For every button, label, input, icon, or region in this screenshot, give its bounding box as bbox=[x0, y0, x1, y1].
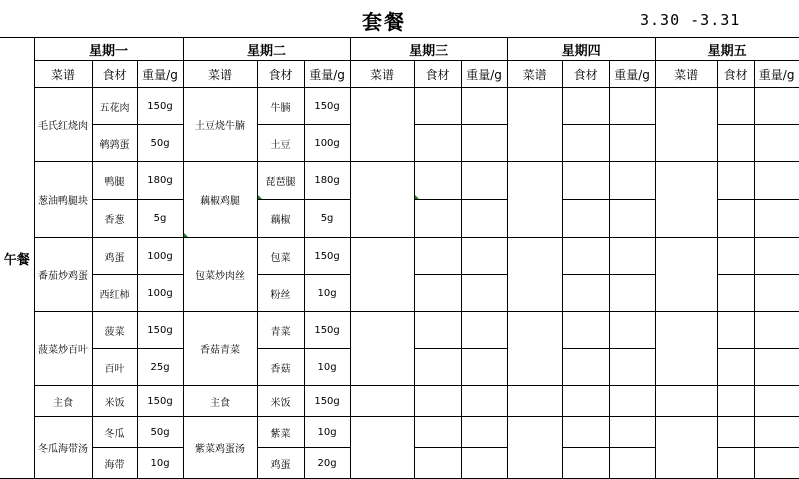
empty-dish-cell bbox=[350, 238, 414, 312]
empty-cell bbox=[414, 275, 461, 312]
weight-cell: 150g bbox=[137, 386, 183, 417]
weight-cell: 10g bbox=[304, 349, 350, 386]
date-range: 3.30 -3.31 bbox=[640, 11, 741, 29]
empty-dish-cell bbox=[507, 88, 562, 162]
empty-cell bbox=[754, 125, 799, 162]
ingredient-cell: 海带 bbox=[92, 448, 137, 479]
empty-cell bbox=[754, 417, 799, 448]
empty-cell bbox=[754, 312, 799, 349]
weight-cell: 180g bbox=[137, 162, 183, 200]
dish-name: 葱油鸭腿块 bbox=[34, 162, 92, 238]
ingredient-cell: 菠菜 bbox=[92, 312, 137, 349]
col-header-weight: 重量/g bbox=[137, 61, 183, 88]
empty-dish-cell bbox=[507, 238, 562, 312]
empty-cell bbox=[754, 162, 799, 200]
dish-name: 主食 bbox=[183, 386, 257, 417]
col-header-weight: 重量/g bbox=[609, 61, 655, 88]
weight-cell: 100g bbox=[137, 238, 183, 275]
empty-cell bbox=[562, 417, 609, 448]
weight-cell: 150g bbox=[304, 238, 350, 275]
day-header-thursday: 星期四 bbox=[507, 38, 655, 61]
ingredient-cell: 青菜 bbox=[257, 312, 304, 349]
empty-dish-cell bbox=[655, 88, 717, 162]
empty-cell bbox=[461, 386, 507, 417]
ingredient-cell: 五花肉 bbox=[92, 88, 137, 125]
title-bar bbox=[0, 0, 799, 38]
empty-cell bbox=[562, 125, 609, 162]
empty-cell bbox=[754, 238, 799, 275]
empty-dish-cell bbox=[350, 88, 414, 162]
weight-cell: 150g bbox=[304, 88, 350, 125]
empty-cell bbox=[562, 200, 609, 238]
ingredient-cell: 鹌鹑蛋 bbox=[92, 125, 137, 162]
col-header-ingredient: 食材 bbox=[717, 61, 754, 88]
empty-cell bbox=[609, 312, 655, 349]
weight-cell: 10g bbox=[304, 417, 350, 448]
dish-name: 紫菜鸡蛋汤 bbox=[183, 417, 257, 479]
col-header-weight: 重量/g bbox=[304, 61, 350, 88]
col-header-ingredient: 食材 bbox=[562, 61, 609, 88]
empty-cell bbox=[754, 386, 799, 417]
empty-cell bbox=[414, 417, 461, 448]
empty-cell bbox=[461, 417, 507, 448]
day-header-monday: 星期一 bbox=[34, 38, 183, 61]
empty-cell bbox=[609, 448, 655, 479]
col-header-dish: 菜谱 bbox=[507, 61, 562, 88]
dish-name: 主食 bbox=[34, 386, 92, 417]
empty-cell bbox=[414, 386, 461, 417]
empty-cell bbox=[414, 312, 461, 349]
ingredient-cell: 米饭 bbox=[92, 386, 137, 417]
weight-cell: 20g bbox=[304, 448, 350, 479]
dish-name: 毛氏红烧肉 bbox=[34, 88, 92, 162]
dish-name: 菠菜炒百叶 bbox=[34, 312, 92, 386]
col-header-weight: 重量/g bbox=[754, 61, 799, 88]
empty-cell bbox=[414, 88, 461, 125]
weight-cell: 50g bbox=[137, 125, 183, 162]
ingredient-cell: 鸡蛋 bbox=[257, 448, 304, 479]
empty-dish-cell bbox=[507, 162, 562, 238]
ingredient-cell: 藕椒 bbox=[257, 200, 304, 238]
empty-cell bbox=[461, 275, 507, 312]
empty-dish-cell bbox=[655, 417, 717, 479]
col-header-ingredient: 食材 bbox=[92, 61, 137, 88]
empty-cell bbox=[717, 417, 754, 448]
empty-cell bbox=[717, 275, 754, 312]
weight-cell: 25g bbox=[137, 349, 183, 386]
empty-cell bbox=[414, 448, 461, 479]
col-header-dish: 菜谱 bbox=[655, 61, 717, 88]
empty-cell bbox=[609, 125, 655, 162]
weight-cell: 50g bbox=[137, 417, 183, 448]
empty-cell bbox=[562, 88, 609, 125]
empty-cell bbox=[717, 448, 754, 479]
table-row bbox=[0, 238, 799, 275]
weight-cell: 150g bbox=[304, 386, 350, 417]
empty-cell bbox=[461, 162, 507, 200]
empty-cell bbox=[507, 386, 562, 417]
empty-cell bbox=[461, 448, 507, 479]
empty-cell bbox=[717, 162, 754, 200]
dish-name: 包菜炒肉丝 bbox=[183, 238, 257, 312]
empty-dish-cell bbox=[655, 162, 717, 238]
empty-cell bbox=[414, 349, 461, 386]
empty-cell bbox=[754, 88, 799, 125]
col-header-ingredient: 食材 bbox=[257, 61, 304, 88]
empty-cell bbox=[414, 238, 461, 275]
dish-name: 香菇青菜 bbox=[183, 312, 257, 386]
col-header-dish: 菜谱 bbox=[350, 61, 414, 88]
weight-cell: 10g bbox=[304, 275, 350, 312]
table-row bbox=[0, 386, 799, 417]
dish-name: 冬瓜海带汤 bbox=[34, 417, 92, 479]
weight-cell: 150g bbox=[304, 312, 350, 349]
empty-cell bbox=[562, 386, 609, 417]
empty-cell bbox=[717, 125, 754, 162]
dish-name: 土豆烧牛腩 bbox=[183, 88, 257, 162]
weight-cell: 100g bbox=[304, 125, 350, 162]
menu-table bbox=[0, 37, 799, 479]
ingredient-cell: 紫菜 bbox=[257, 417, 304, 448]
empty-cell bbox=[609, 88, 655, 125]
empty-dish-cell bbox=[350, 162, 414, 238]
page-title: 套餐 bbox=[362, 10, 406, 34]
day-header-row bbox=[0, 38, 799, 61]
empty-cell bbox=[562, 238, 609, 275]
empty-cell bbox=[461, 88, 507, 125]
ingredient-cell: 粉丝 bbox=[257, 275, 304, 312]
empty-dish-cell bbox=[655, 312, 717, 386]
ingredient-cell: 百叶 bbox=[92, 349, 137, 386]
empty-dish-cell bbox=[507, 417, 562, 479]
empty-dish-cell bbox=[350, 417, 414, 479]
empty-cell bbox=[754, 200, 799, 238]
weight-cell: 100g bbox=[137, 275, 183, 312]
dish-name: 番茄炒鸡蛋 bbox=[34, 238, 92, 312]
day-header-friday: 星期五 bbox=[655, 38, 799, 61]
empty-cell bbox=[655, 386, 717, 417]
empty-cell bbox=[461, 200, 507, 238]
empty-cell bbox=[461, 349, 507, 386]
empty-cell bbox=[609, 200, 655, 238]
dish-name: 藕椒鸡腿 bbox=[183, 162, 257, 238]
table-row bbox=[0, 162, 799, 200]
ingredient-cell: 香葱 bbox=[92, 200, 137, 238]
day-header-tuesday: 星期二 bbox=[183, 38, 350, 61]
empty-cell bbox=[609, 349, 655, 386]
table-row bbox=[0, 417, 799, 448]
meal-label: 午餐 bbox=[0, 38, 34, 479]
ingredient-cell: 鸭腿 bbox=[92, 162, 137, 200]
empty-cell bbox=[717, 238, 754, 275]
empty-cell bbox=[562, 448, 609, 479]
weight-cell: 5g bbox=[137, 200, 183, 238]
empty-dish-cell bbox=[507, 312, 562, 386]
empty-dish-cell bbox=[655, 238, 717, 312]
ingredient-cell: 鸡蛋 bbox=[92, 238, 137, 275]
empty-cell bbox=[717, 349, 754, 386]
ingredient-cell: 土豆 bbox=[257, 125, 304, 162]
table-row bbox=[0, 312, 799, 349]
empty-cell bbox=[754, 349, 799, 386]
ingredient-cell: 米饭 bbox=[257, 386, 304, 417]
weight-cell: 180g bbox=[304, 162, 350, 200]
empty-dish-cell bbox=[350, 312, 414, 386]
weight-cell: 10g bbox=[137, 448, 183, 479]
empty-cell bbox=[717, 88, 754, 125]
empty-cell bbox=[717, 200, 754, 238]
empty-cell bbox=[717, 386, 754, 417]
empty-cell bbox=[609, 238, 655, 275]
empty-cell bbox=[609, 162, 655, 200]
empty-cell bbox=[461, 125, 507, 162]
weight-cell: 5g bbox=[304, 200, 350, 238]
ingredient-cell: 冬瓜 bbox=[92, 417, 137, 448]
ingredient-cell: 琵琶腿 bbox=[257, 162, 304, 200]
col-header-dish: 菜谱 bbox=[183, 61, 257, 88]
table-row bbox=[0, 88, 799, 125]
empty-cell bbox=[609, 417, 655, 448]
empty-cell bbox=[562, 275, 609, 312]
ingredient-cell: 香菇 bbox=[257, 349, 304, 386]
empty-cell bbox=[717, 312, 754, 349]
empty-cell bbox=[461, 238, 507, 275]
ingredient-cell: 包菜 bbox=[257, 238, 304, 275]
weight-cell: 150g bbox=[137, 312, 183, 349]
empty-cell bbox=[562, 162, 609, 200]
empty-cell bbox=[414, 125, 461, 162]
empty-cell bbox=[609, 386, 655, 417]
empty-cell bbox=[461, 312, 507, 349]
ingredient-cell: 西红柿 bbox=[92, 275, 137, 312]
empty-cell bbox=[350, 386, 414, 417]
empty-cell bbox=[414, 200, 461, 238]
col-header-dish: 菜谱 bbox=[34, 61, 92, 88]
col-header-weight: 重量/g bbox=[461, 61, 507, 88]
empty-cell bbox=[562, 312, 609, 349]
empty-cell bbox=[754, 448, 799, 479]
weight-cell: 150g bbox=[137, 88, 183, 125]
empty-cell bbox=[414, 162, 461, 200]
ingredient-cell: 牛腩 bbox=[257, 88, 304, 125]
col-header-ingredient: 食材 bbox=[414, 61, 461, 88]
empty-cell bbox=[754, 275, 799, 312]
day-header-wednesday: 星期三 bbox=[350, 38, 507, 61]
empty-cell bbox=[562, 349, 609, 386]
empty-cell bbox=[609, 275, 655, 312]
column-header-row bbox=[0, 61, 799, 88]
